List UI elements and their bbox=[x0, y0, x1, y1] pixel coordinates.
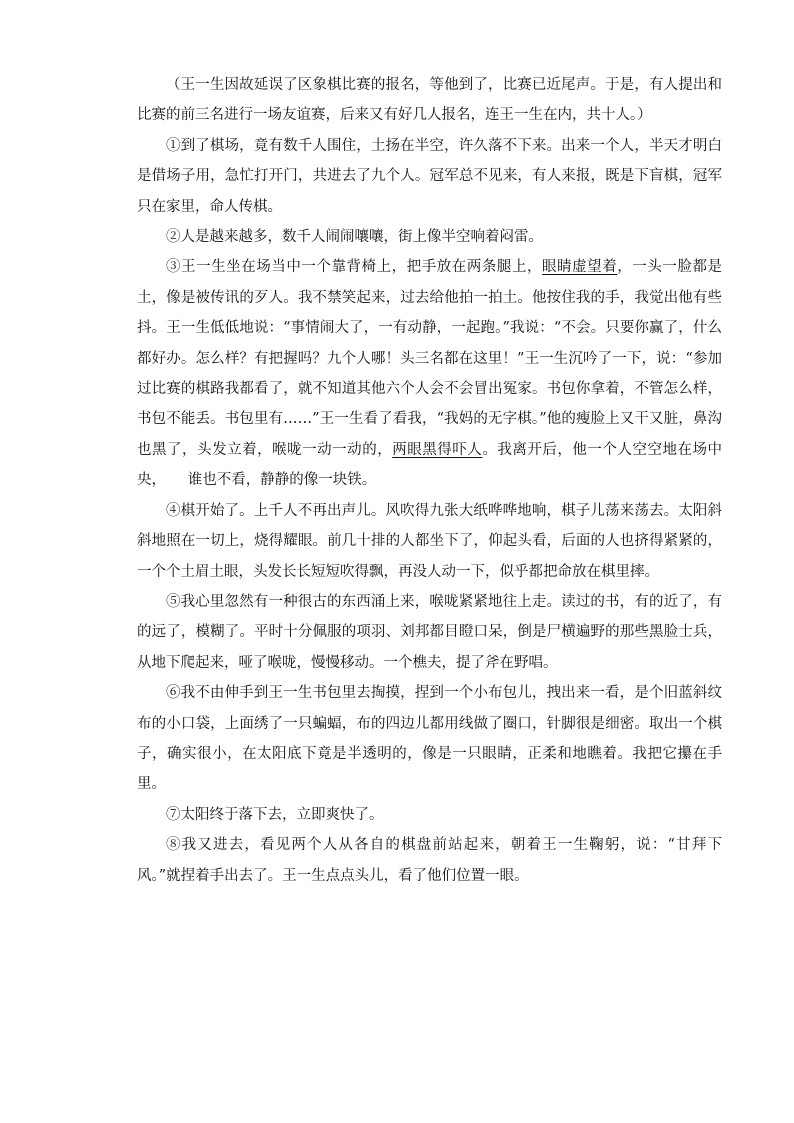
underlined-phrase-dark-eyes: 两眼黑得吓人 bbox=[392, 441, 483, 458]
paragraph-2: ②人是越来越多，数千人闹闹嚷嚷，街上像半空响着闷雷。 bbox=[166, 229, 543, 246]
paragraph-3-part-c: 。我离开后，他一个人空空地在场中央， 谁也不看，静静的像一块铁。 bbox=[137, 441, 723, 489]
paragraph-8: ⑧我又进去，看见两个人从各自的棋盘前站起来，朝着王一生鞠躬，说：“甘拜下风。”就捏着手出去了。王一生点点头儿，看了他们位置一眼。 bbox=[137, 837, 722, 884]
paragraph-5: ⑤我心里忽然有一种很古的东西涌上来，喉咙紧紧地往上走。读过的书，有的近了，有的远了，模糊了。平时十分佩服的项羽、刘邦都目瞪口呆，倒是尸横遍野的那些黑脸士兵，从地下爬起来，哑了喉咙，慢慢移动。一个樵夫，提了斧在野唱。 bbox=[137, 593, 722, 671]
paragraph-4: ④棋开始了。上千人不再出声儿。风吹得九张大纸哗哗地响，棋子儿荡来荡去。太阳斜斜地照在一切上，烧得耀眼。前几十排的人都坐下了，仰起头看，后面的人也挤得紧紧的，一个个土眉土眼，头发长长短短吹得飘，再没人动一下，似乎都把命放在棋里摔。 bbox=[137, 502, 722, 580]
paragraph-7: ⑦太阳终于落下去，立即爽快了。 bbox=[166, 806, 384, 823]
paragraph-3 bbox=[137, 252, 722, 495]
story-excerpt bbox=[137, 70, 742, 891]
paragraph-1: ①到了棋场，竟有数千人围住，土扬在半空，许久落不下来。出来一个人，半天才明白是借场子用，急忙打开门，共进去了九个人。冠军总不见来，有人来报，既是下盲棋，冠军 只在家里，命人传棋。 bbox=[137, 137, 742, 215]
paragraph-3-part-a: ③王一生坐在场当中一个靠背椅上，把手放在两条腿上， bbox=[166, 259, 543, 276]
paragraph-3-part-b: ，一头一脸都是土，像是被传讯的歹人。我不禁笑起来，过去给他拍一拍土。他按住我的手，我觉出他有些抖。王一生低低地说：“事情闹大了，一有动静，一起跑。”我说：“不会。只要你赢了，什么都好办。怎么样？有把握吗？九个人哪！头三名都在这里！”王一生沉吟了一下，说：“参加过比赛的棋路我都看了，就不知道其他六个人会不会冒出冤家。书包你拿着，不管怎么样，书包不能丢。书包里有……”王一生看了看我，“我妈的无字棋。”他的瘦脸上又干又脏，鼻沟也黑了，头发立着，喉咙一动一动的， bbox=[137, 259, 723, 458]
intro-paragraph: （王一生因故延误了区象棋比赛的报名，等他到了，比赛已近尾声。于是，有人提出和比赛的前三名进行一场友谊赛，后来又有好几人报名，连王一生在内，共十人。） bbox=[137, 77, 722, 124]
underlined-phrase-eyes-gazing: 眼睛虚望着 bbox=[542, 259, 618, 276]
paragraph-6: ⑥我不由伸手到王一生书包里去掏摸，捏到一个小布包儿，拽出来一看，是个旧蓝斜纹布的小口袋，上面绣了一只蝙蝠，布的四边儿都用线做了圈口，针脚很是细密。取出一个棋子，确实很小，在太阳底下竟是半透明的，像是一只眼睛，正柔和地瞧着。我把它攥在手里。 bbox=[137, 685, 722, 793]
